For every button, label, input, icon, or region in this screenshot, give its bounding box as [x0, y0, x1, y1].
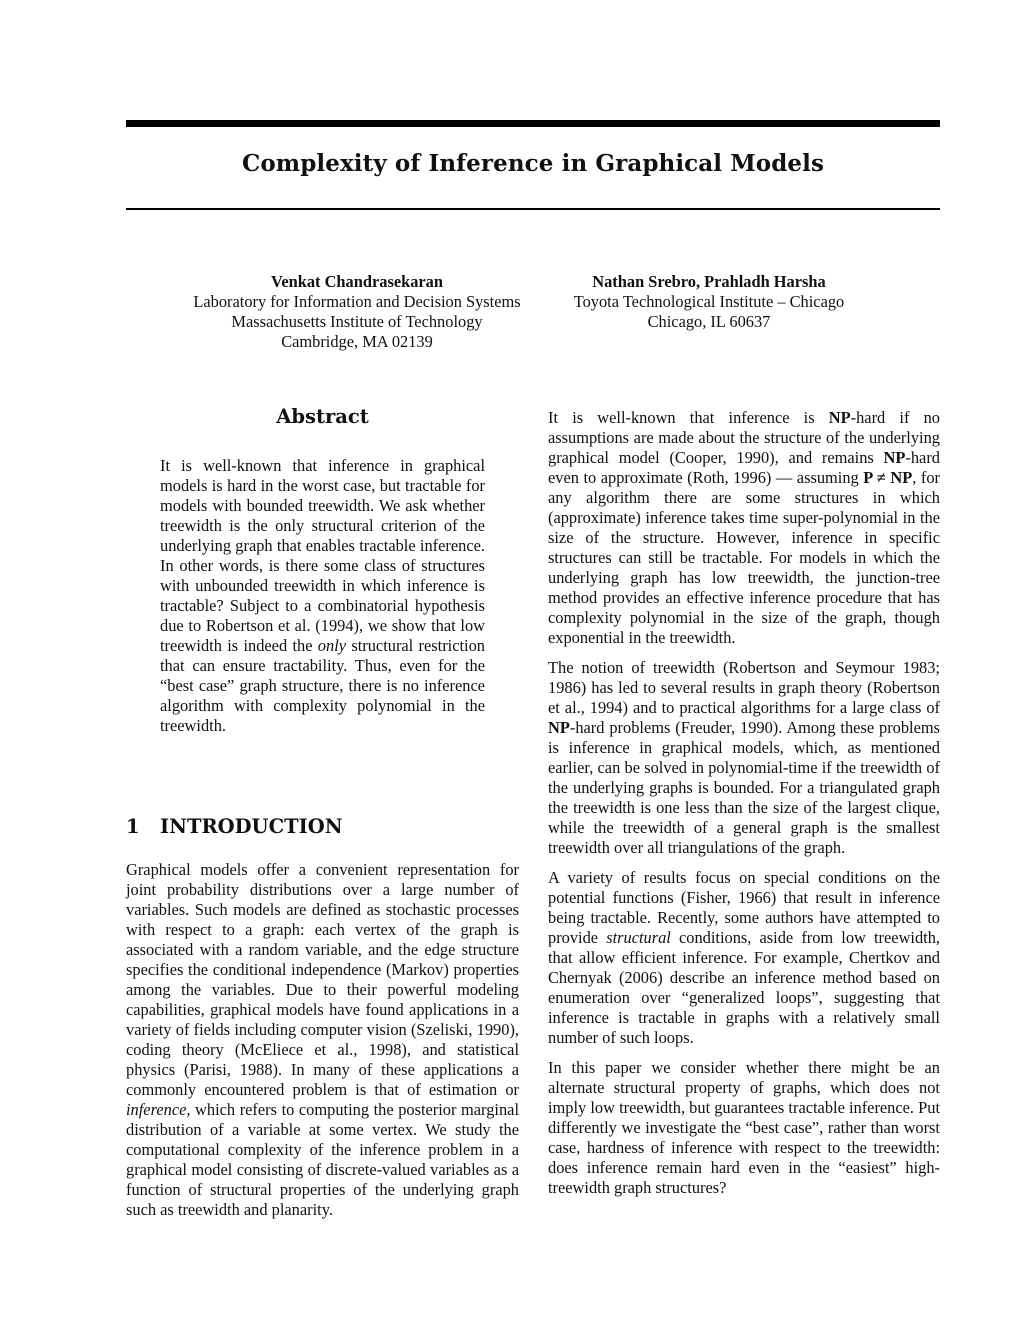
- author-affiliation-line: Chicago, IL 60637: [647, 312, 771, 331]
- author-name: Nathan Srebro, Prahladh Harsha: [592, 272, 826, 291]
- paragraph: The notion of treewidth (Robertson and Seymour 1983; 1986) has led to several results in graph theory (Robertson et al., 1994) and to practical algorithms for a large class of NP-hard problems (Freuder, 1990). Among these problems is inference in graphical models, which, as mentioned earlier, can be solved in polynomial-time if the treewidth of the underlying graphs is bounded. For a triangulated graph the treewidth is one less than the size of the largest clique, while the treewidth of a general graph is the smallest treewidth over all triangulations of the graph.: [548, 658, 940, 857]
- author-block-1: [160, 272, 554, 352]
- emphasis: inference: [126, 1100, 187, 1119]
- author-name: Venkat Chandrasekaran: [271, 272, 443, 291]
- abstract-body: It is well-known that inference in graphical models is hard in the worst case, but tractable for models with bounded treewidth. We ask whether treewidth is the only structural criterion of the underlying graph that enables tractable inference. In other words, is there some class of structures with unbounded treewidth in which inference is tractable? Subject to a combinatorial hypothesis due to Robertson et al. (1994), we show that low treewidth is indeed the only structural restriction that can ensure tractability. Thus, even for the “best case” graph structure, there is no inference algorithm with complexity polynomial in the treewidth.: [160, 456, 486, 735]
- section-title: INTRODUCTION: [160, 815, 343, 838]
- emphasis: only: [317, 636, 347, 655]
- author-affiliation-line: Massachusetts Institute of Technology: [231, 312, 483, 331]
- abstract-heading: Abstract: [276, 405, 369, 428]
- title-top-rule: [126, 120, 940, 127]
- paragraph: A variety of results focus on special conditions on the potential functions (Fisher, 1966) that result in inference being tractable. Recently, some authors have attempted to provide structural conditions, aside from low treewidth, that allow efficient inference. For example, Chertkov and Chernyak (2006) describe an inference method based on enumeration over “generalized loops”, suggesting that inference is tractable in graphs with a relatively small number of such loops.: [548, 868, 941, 1047]
- title-bottom-rule: [126, 208, 940, 210]
- paper-title: Complexity of Inference in Graphical Models: [241, 150, 825, 177]
- intro-paragraph: Graphical models offer a convenient representation for joint probability distributions over a large number of variables. Such models are defined as stochastic processes with respect to a graph: each vertex of the graph is associated with a random variable, and the edge structure specifies the conditional independence (Markov) properties among the variables. Due to their powerful modeling capabilities, graphical models have found applications in a variety of fields including computer vision (Szeliski, 1990), coding theory (McEliece et al., 1998), and statistical physics (Parisi, 1988). In many of these applications a commonly encountered problem is that of estimation or inference, which refers to computing the posterior marginal distribution of a variable at some vertex. We study the computational complexity of the inference problem in a graphical model consisting of discrete-valued variables as a function of structural properties of the underlying graph such as treewidth and planarity.: [126, 860, 519, 1219]
- section-number: 1: [126, 815, 140, 838]
- paragraph: In this paper we consider whether there might be an alternate structural property of graphs, which does not imply low treewidth, but guarantees tractable inference. Put differently we investigate the “best case”, rather than worst case, hardness of inference with respect to the treewidth: does inference remain hard even in the “easiest” high-treewidth graph structures?: [548, 1058, 940, 1197]
- author-affiliation-line: Cambridge, MA 02139: [281, 332, 433, 351]
- paragraph: It is well-known that inference is NP-hard if no assumptions are made about the structure of the underlying graphical model (Cooper, 1990), and remains NP-hard even to approximate (Roth, 1996) — assuming P ≠ NP, for any algorithm there are some structures in which (approximate) inference takes time super-polynomial in the size of the structure. However, inference in specific structures can still be tractable. For models in which the underlying graph has low treewidth, the junction-tree method provides an effective inference procedure that has complexity polynomial in the size of the graph, though exponential in the treewidth.: [548, 408, 940, 647]
- section-heading: [126, 815, 343, 838]
- author-affiliation-line: Toyota Technological Institute – Chicago: [573, 292, 845, 311]
- author-block-2: [540, 272, 878, 332]
- right-column: [548, 408, 940, 1198]
- author-affiliation-line: Laboratory for Information and Decision Systems: [193, 292, 521, 311]
